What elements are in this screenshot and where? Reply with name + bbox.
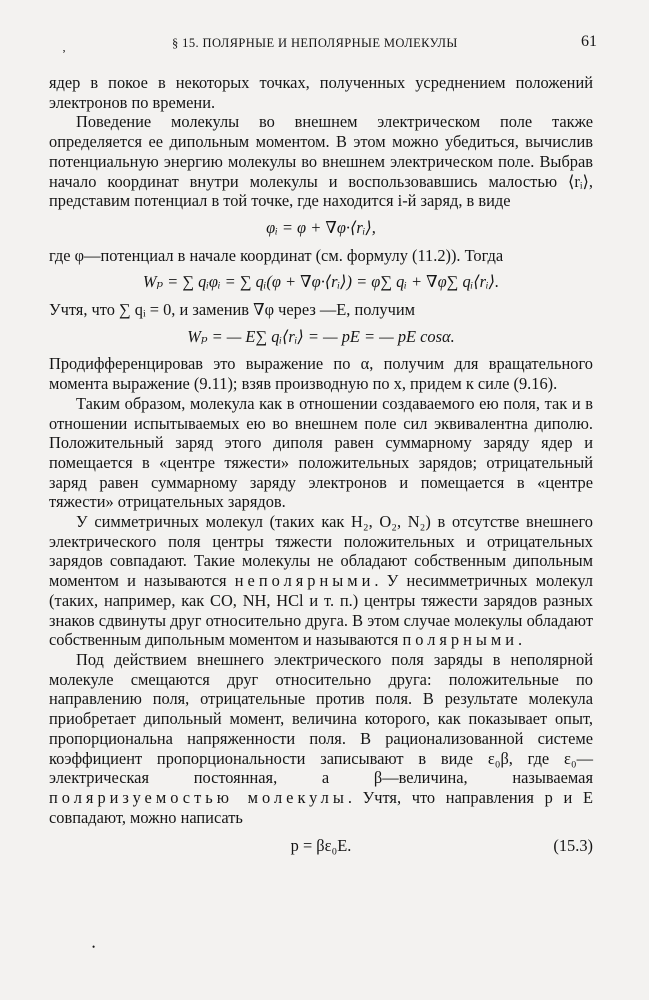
paragraph-4: Учтя, что ∑ qᵢ = 0, и заменив ∇φ через —E, получим (49, 300, 416, 320)
p7-text-c: . (518, 630, 523, 650)
term-polarizability: поляризуемостью молекулы (49, 787, 348, 807)
paragraph-5: Продифференцировав это выражение по α, получим для вращательного момента выражение (9.11); взяв производную по x, придем к силе (9.16). (49, 354, 593, 394)
print-speck: • (92, 942, 96, 952)
paragraph-6: Таким образом, молекула как в отношении создаваемого ею поля, так и в отношении испытываемых ею во внешнем поле сил эквивалентна диполю. Положительный заряд этого диполя равен суммарному заряду ядер и помещается в «центре тяжести» положительных зарядов; отрицательный заряд равен суммарному заряду электронов и помещается в «центре тяжести» отрицательных зарядов. (49, 393, 593, 512)
paragraph-8 (49, 650, 593, 827)
formula-potential: φᵢ = φ + ∇φ·⟨rᵢ⟩, (266, 217, 376, 237)
page-number: 61 (581, 33, 597, 50)
formula-energy: Wₚ = ∑ qᵢφᵢ = ∑ qᵢ(φ + ∇φ·⟨rᵢ⟩) = φ∑ qᵢ + ∇φ∑ qᵢ⟨rᵢ⟩. (142, 272, 500, 292)
paragraph-1: ядер в покое в некоторых точках, полученных усреднением положений электронов по времени. (49, 73, 593, 112)
paragraph-3: где φ—потенциал в начале координат (см. формулу (11.2)). Тогда (49, 245, 504, 265)
term-polar: полярными (402, 630, 519, 650)
p7-text-a: У симметричных молекул (таких как H₂, O₂, N₂) в отсутстве внешнего электрического поля центры тяжести положительных и отрицательных зарядов совпадают. Такие молекулы не обладают собственным дипольным моментом и называются (49, 512, 593, 591)
p8-text-a: Под действием внешнего электрического поля заряды в неполярной молекуле смещаются друг относительно друга: положительные по направлению поля, отрицательные против поля. В результате молекула приобретает дипольный момент, величина которого, как показывает опыт, пропорциональна напряженности поля. В рационализованной системе коэффициент пропорциональности записывают в виде ε₀β, где ε₀—электрическая постоянная, а β—величина, называемая (49, 649, 593, 788)
main-text (49, 73, 593, 865)
paragraph-2: Поведение молекулы во внешнем электрическом поле также определяется ее дипольным моментом. В этом можно убедиться, вычислив потенциальную энергию молекулы во внешнем электрическом поле. Выбрав начало координат внутри молекулы и воспользовавшись малостью ⟨rᵢ⟩, представим потенциал в той точке, где находится i-й заряд, в виде (49, 112, 593, 211)
p7-text-b: . У несимметричных молекул (таких, например, как CO, NH, HCl и т. п.) центры тяжести зарядов разных знаков сдвинуты друг относительно друга. В этом случае молекулы обладают собственным дипольным моментом и называются (49, 571, 593, 650)
paragraph-7 (49, 512, 593, 650)
section-title: § 15. ПОЛЯРНЫЕ И НЕПОЛЯРНЫЕ МОЛЕКУЛЫ (172, 36, 458, 50)
formula-dipole-moment: p = βε₀E. (290, 836, 352, 856)
equation-number: (15.3) (553, 836, 593, 856)
formula-energy-dipole: Wₚ = — E∑ qᵢ⟨rᵢ⟩ = — pE = — pE cosα. (187, 326, 455, 346)
term-nonpolar: неполярными (234, 571, 375, 591)
equation-15-3 (49, 836, 593, 856)
p8-text-b: . Учтя, что направления p и E совпадают, можно написать (49, 787, 593, 827)
running-header (52, 33, 597, 56)
margin-mark: ‚ (62, 40, 66, 54)
